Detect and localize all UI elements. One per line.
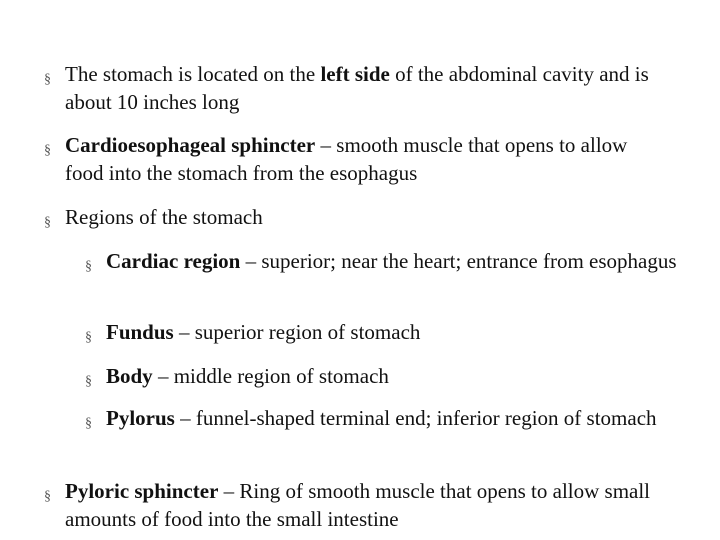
bullet-pyloric-sphincter — [44, 477, 664, 533]
text-plain: The stomach is located on the — [65, 62, 321, 86]
bullet-marker: § — [44, 489, 51, 504]
bullet-regions-heading — [44, 203, 664, 231]
bullet-body — [85, 362, 685, 390]
bullet-stomach-location — [44, 60, 664, 116]
bullet-text — [65, 477, 664, 533]
bullet-marker: § — [44, 215, 51, 230]
bullet-text — [106, 404, 685, 432]
bullet-marker: § — [85, 374, 92, 389]
bullet-marker: § — [44, 143, 51, 158]
bullet-text — [106, 247, 685, 275]
text-bold: Pylorus — [106, 406, 175, 430]
bullet-text — [106, 318, 685, 346]
text-bold: Pyloric sphincter — [65, 479, 219, 503]
bullet-cardiac-region — [85, 247, 685, 275]
text-bold: Cardioesophageal sphincter — [65, 133, 316, 157]
text-bold: Fundus — [106, 320, 174, 344]
bullet-text — [65, 203, 664, 231]
text-plain: Regions of the stomach — [65, 205, 263, 229]
text-plain: – Ring of smooth muscle that opens to allow small amounts of food into the small intestine — [65, 479, 651, 531]
text-plain: – smooth muscle that opens to allow food into the stomach from the esophagus — [65, 133, 628, 185]
text-bold: Body — [106, 364, 153, 388]
bullet-cardioesophageal-sphincter — [44, 131, 664, 187]
text-plain: – middle region of stomach — [152, 364, 389, 388]
bullet-fundus — [85, 318, 685, 346]
bullet-text — [65, 131, 664, 187]
text-plain: – superior region of stomach — [173, 320, 421, 344]
bullet-marker: § — [85, 416, 92, 431]
bullet-pylorus — [85, 404, 685, 432]
text-bold: Cardiac region — [106, 249, 241, 273]
text-plain: – funnel-shaped terminal end; inferior region of stomach — [174, 406, 657, 430]
bullet-text — [106, 362, 685, 390]
text-bold: left side — [320, 62, 390, 86]
bullet-marker: § — [85, 259, 92, 274]
text-plain: – superior; near the heart; entrance from esophagus — [240, 249, 677, 273]
text-plain: of the abdominal cavity and is about 10 inches long — [65, 62, 649, 114]
bullet-marker: § — [85, 330, 92, 345]
bullet-marker: § — [44, 72, 51, 87]
bullet-text — [65, 60, 664, 116]
